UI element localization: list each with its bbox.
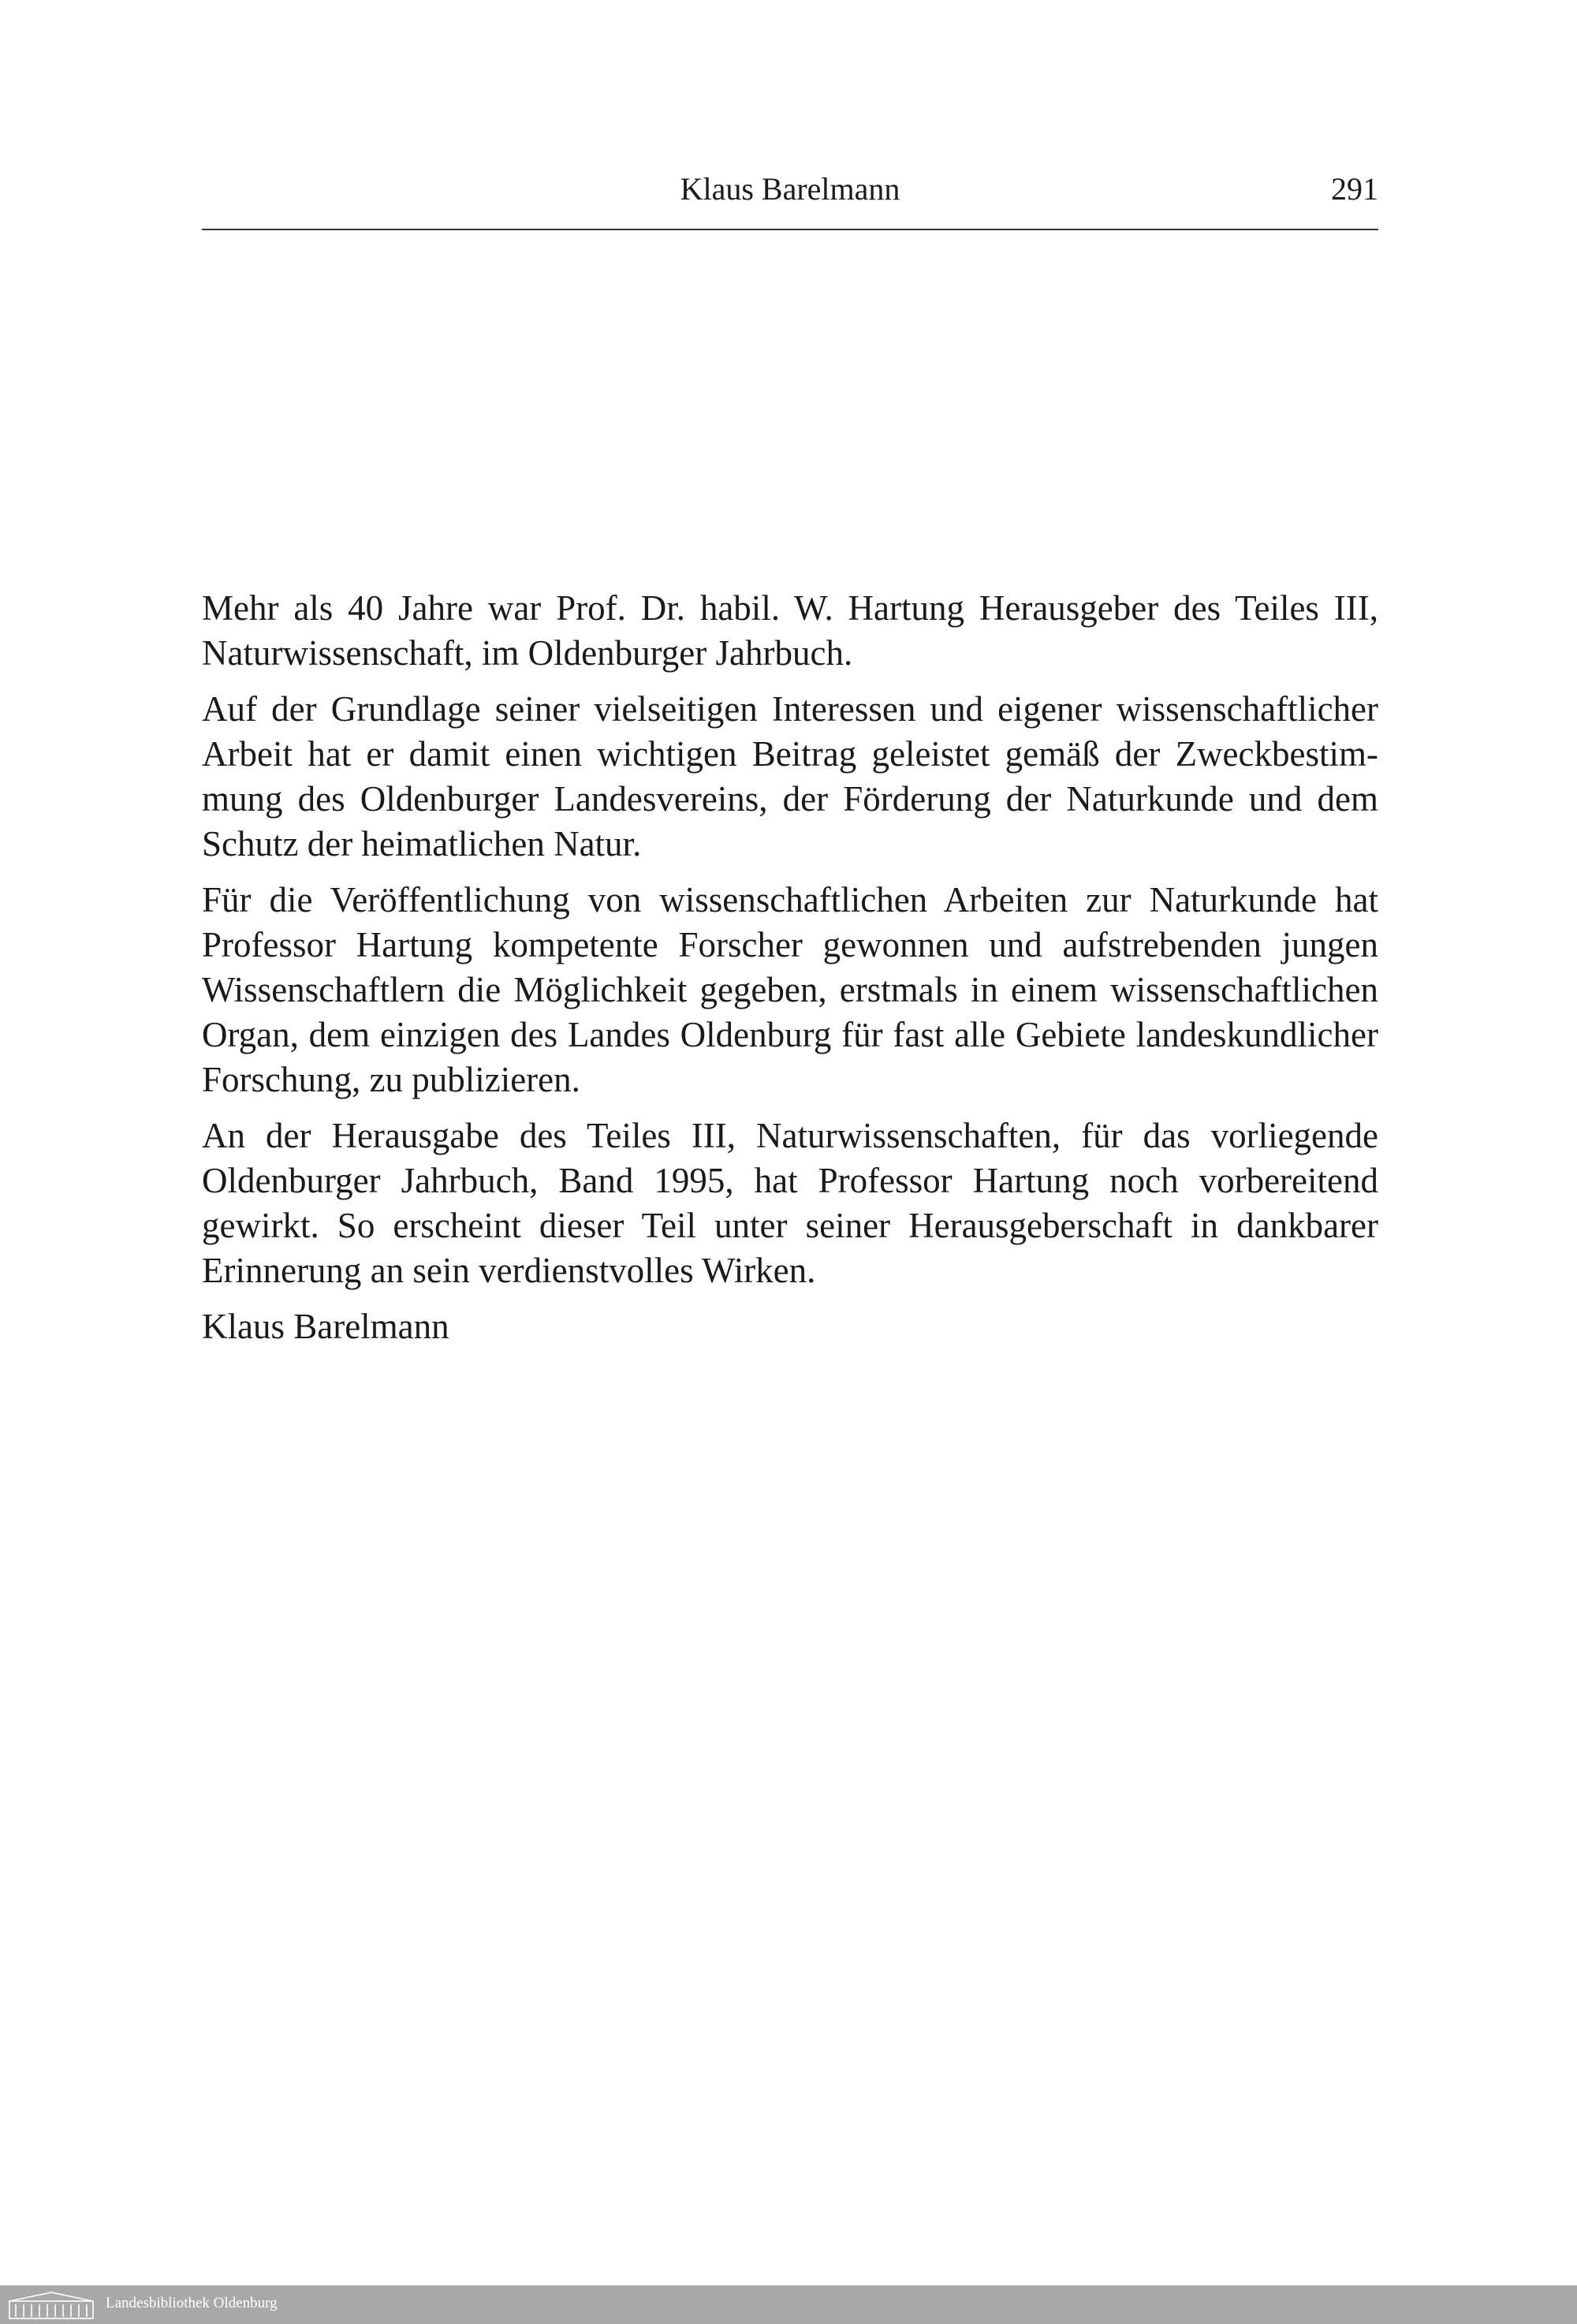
signature: Klaus Barelmann [202,1307,449,1346]
header-rule [202,229,1378,230]
footer-bar [0,2285,1577,2324]
paragraph: Für die Veröffentlichung von wissenschaftlichen Arbeiten zur Naturkunde hat Professor Hartung kompetente Forscher gewonnen und aufstrebenden jungen Wissenschaftlern die Möglichkeit gegeben, erstmals in einem wissenschaftlichen Organ, dem einzigen des Landes Oldenburg für fast alle Gebiete landeskundlicher Forschung, zu publizieren. [202,880,1378,1099]
running-header [202,170,1378,218]
article-body [202,586,1378,1360]
paragraph: Mehr als 40 Jahre war Prof. Dr. habil. W. Hartung Herausgeber des Teiles III, Naturwissenschaft, im Oldenburger Jahrbuch. [202,588,1378,673]
header-author: Klaus Barelmann [680,171,900,207]
paragraph: An der Herausgabe des Teiles III, Naturwissenschaften, für das vorliegende Oldenburger Jahrbuch, Band 1995, hat Professor Hartung noch vorbereitend gewirkt. So erscheint dieser Teil unter seiner Herausgeberschaft in dankbarer Erinnerung an sein verdienstvolles Wirken. [202,1116,1378,1290]
page-number: 291 [1331,171,1378,207]
library-building-icon [6,2290,96,2320]
paragraph: Auf der Grundlage seiner vielseitigen Interessen und eigener wissenschaftlicher Arbeit hat er damit einen wichtigen Beitrag geleistet gemäß der Zweckbestimmung des Oldenburger Landesvereins, der Förderung der Naturkunde und dem Schutz der heimatlichen Natur. [202,689,1378,864]
library-name: Landesbibliothek Oldenburg [106,2295,278,2311]
